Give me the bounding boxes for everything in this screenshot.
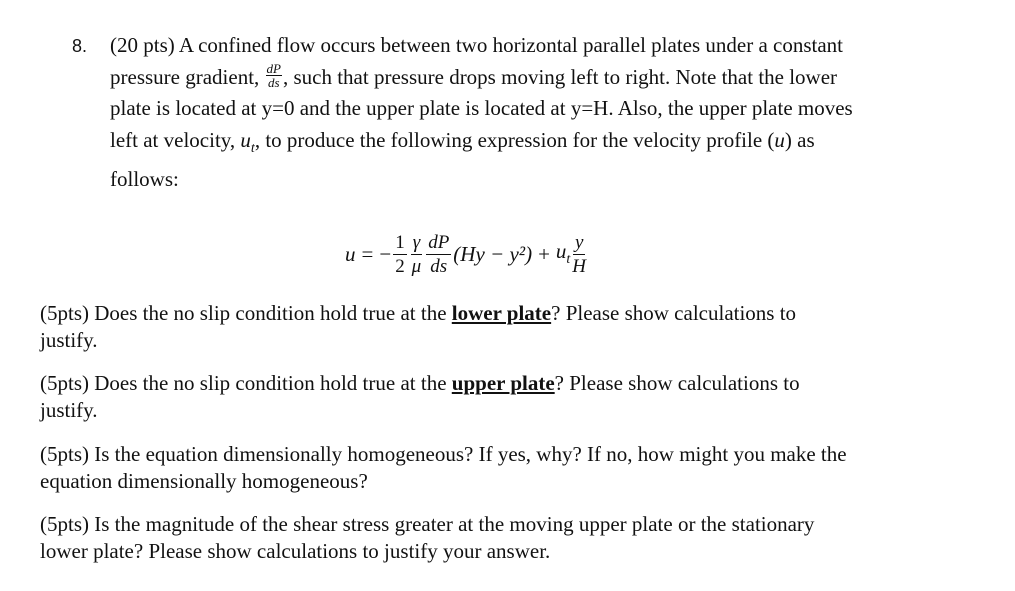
- part4-line2: lower plate? Please show calculations to justify your answer.: [40, 539, 551, 563]
- eq-frac1-den: 2: [395, 255, 405, 277]
- part2-post: ? Please show calculations to: [554, 371, 800, 395]
- part1-line2: justify.: [40, 328, 98, 352]
- eq-frac-dp-ds: [426, 231, 451, 278]
- part3-line1: (5pts) Is the equation dimensionally homogeneous? If yes, why? If no, how might you make the: [40, 442, 847, 466]
- part-shear-stress: [40, 511, 990, 565]
- intro-line-3: plate is located at y=0 and the upper plate is located at y=H. Also, the upper plate moves: [110, 96, 853, 120]
- eq-frac-y-h: [572, 231, 586, 278]
- part2-pre: (5pts) Does the no slip condition hold true at the: [40, 371, 452, 395]
- inline-frac-num: dP: [266, 61, 281, 77]
- ut-symbol: [240, 127, 255, 156]
- question-intro: [110, 30, 990, 196]
- eq-frac-gamma-mu: [411, 231, 423, 278]
- intro-text-left-velocity: left at velocity,: [110, 127, 241, 152]
- inline-fraction-dp-ds: [266, 62, 282, 89]
- part-dimensional-homogeneity: [40, 441, 990, 495]
- part1-post: ? Please show calculations to: [551, 301, 797, 325]
- intro-line-1: (20 pts) A confined flow occurs between two horizontal parallel plates under a constant: [110, 33, 844, 57]
- intro-text-velocity-profile: , to produce the following expression for the velocity profile (: [254, 127, 775, 152]
- eq-ut-sub: t: [566, 252, 571, 268]
- intro-line-5: follows:: [110, 167, 179, 192]
- part3-line2: equation dimensionally homogeneous?: [40, 469, 368, 493]
- part-upper-plate: [40, 370, 990, 424]
- eq-equals: =: [361, 241, 374, 266]
- velocity-profile-equation: [345, 222, 588, 286]
- eq-ut: [556, 239, 570, 268]
- part1-bold: lower plate: [451, 301, 552, 325]
- part2-bold: upper plate: [451, 371, 555, 395]
- eq-minus: −: [379, 241, 392, 266]
- eq-frac1-num: 1: [395, 231, 405, 253]
- ut-base: u: [240, 127, 251, 152]
- u-symbol: u: [774, 127, 785, 152]
- eq-plus: +: [538, 241, 550, 266]
- part1-pre: (5pts) Does the no slip condition hold true at the: [40, 301, 452, 325]
- part-lower-plate: [40, 300, 990, 354]
- eq-frac4-den: H: [572, 255, 587, 277]
- ut-sub: t: [250, 140, 255, 156]
- intro-text-pressure-drops: , such that pressure drops moving left to right. Note that the lower: [282, 64, 838, 89]
- intro-text-as: ) as: [784, 127, 815, 152]
- part1-line1: [40, 300, 990, 327]
- eq-frac3-den: ds: [430, 255, 448, 277]
- eq-paren-term: (Hy − y²): [453, 241, 533, 266]
- part2-line1: [40, 370, 990, 397]
- eq-lhs: u: [345, 241, 356, 266]
- eq-frac2-den: μ: [411, 255, 422, 277]
- intro-line-2: [110, 62, 990, 94]
- eq-frac3-num: dP: [428, 231, 450, 253]
- eq-ut-base: u: [555, 239, 567, 264]
- part4-line1: (5pts) Is the magnitude of the shear stress greater at the moving upper plate or the stationary: [40, 512, 815, 536]
- part2-line2: justify.: [40, 398, 98, 422]
- inline-frac-den: ds: [267, 75, 280, 91]
- intro-text-pressure-gradient: pressure gradient,: [110, 64, 260, 89]
- eq-frac2-num: γ: [412, 231, 421, 253]
- intro-line-4: [110, 125, 990, 165]
- eq-frac4-num: y: [574, 231, 584, 253]
- question-number: 8.: [72, 36, 88, 56]
- eq-frac-one-half: [393, 231, 407, 278]
